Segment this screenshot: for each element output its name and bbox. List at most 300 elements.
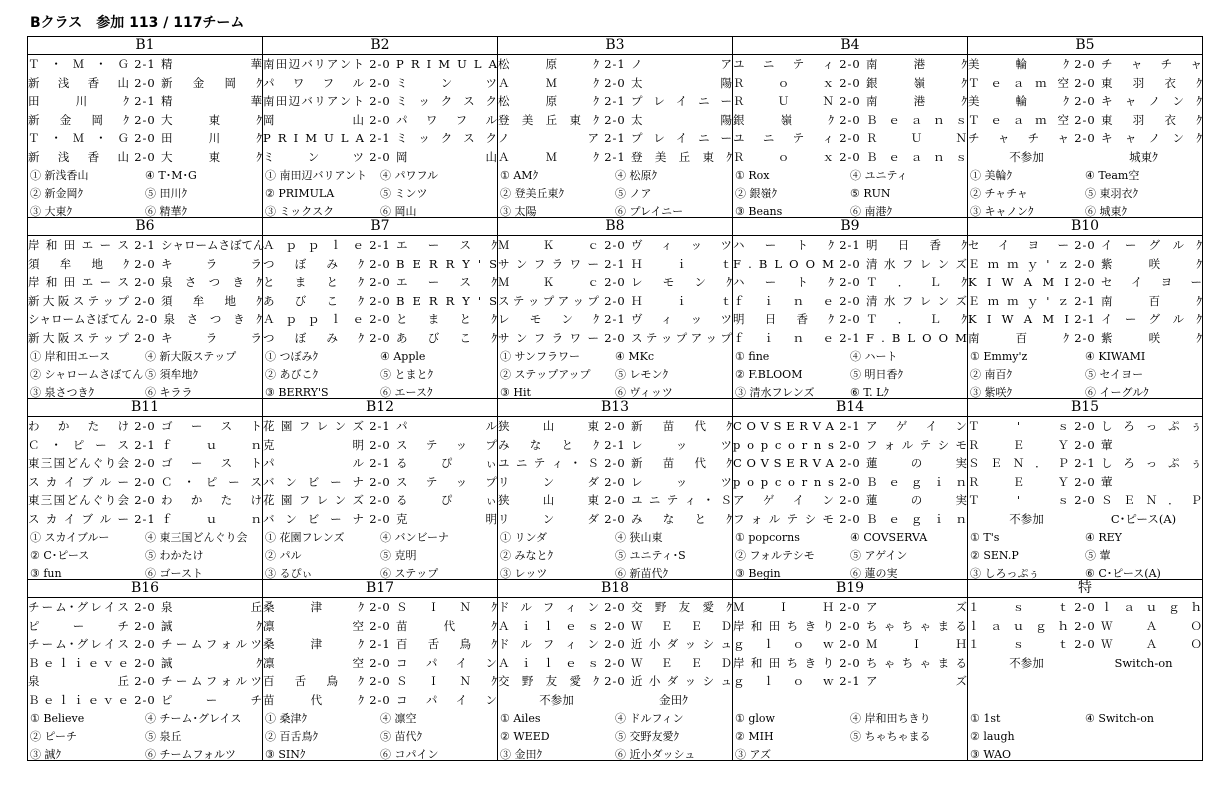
legend-item: ③ Beans	[735, 204, 783, 218]
block-cell	[263, 218, 498, 399]
legend-item: ⑤ 泉丘	[145, 729, 182, 743]
block-B9	[733, 218, 967, 398]
score: 2-0	[369, 149, 391, 164]
team-b: 清 水 フ レ ン ズ	[866, 293, 967, 308]
score: 2-1	[369, 637, 391, 652]
match-row	[28, 691, 262, 710]
team-a: リ ン ダ	[498, 511, 599, 526]
team-b: レ ッ ツ	[631, 437, 732, 452]
match-row	[733, 129, 967, 148]
team-b: Ｓ Ｅ Ｎ ． Ｐ	[1101, 493, 1202, 508]
team-a: 東 三 国 ど ん ぐ り 会	[28, 456, 129, 471]
team-b: 苗 代 ｸ	[396, 618, 497, 633]
team-a: 新 大 阪 ス テ ッ プ	[28, 330, 129, 345]
score: 2-1	[369, 456, 391, 471]
team-a: Ａ ｉ ｌ ｅ ｓ	[498, 655, 599, 670]
block-B3	[498, 37, 732, 217]
match-row	[498, 654, 732, 673]
block-cell	[263, 580, 498, 761]
legend-item: ⑤ 東羽衣ｸ	[1085, 186, 1138, 200]
legend-row	[263, 185, 497, 203]
score: 2-0	[134, 618, 156, 633]
legend-item: ③ ミックスク	[265, 204, 335, 218]
match-row	[263, 417, 497, 436]
team-a: パ ワ フ ル	[263, 75, 364, 90]
team-b: 近 小 ダ ッ シ ュ	[631, 637, 732, 652]
block-title: B4	[733, 37, 967, 55]
score: 2-0	[604, 275, 626, 290]
legend-item: ③ Begin	[735, 566, 781, 580]
team-a: チ ー ム ･ グ レ イ ス	[28, 637, 129, 652]
team-a: ノ ア	[498, 131, 599, 146]
team-b: わ か た け	[161, 493, 262, 508]
match-row	[498, 436, 732, 455]
match-row	[968, 55, 1202, 74]
team-a: リ ン ダ	[498, 474, 599, 489]
team-a: Ｒ Ｅ Ｙ	[968, 474, 1069, 489]
legend-row	[263, 348, 497, 366]
match-row	[28, 255, 262, 274]
legend-row	[263, 366, 497, 384]
match-row	[968, 236, 1202, 255]
match-row	[263, 55, 497, 74]
team-a: バ ン ビ ー ナ	[263, 474, 364, 489]
score: 2-0	[134, 330, 156, 345]
team-b: 南 百 ｸ	[1101, 293, 1202, 308]
score: 2-1	[604, 94, 626, 109]
legend-row	[263, 167, 497, 185]
block-B18	[498, 580, 732, 760]
match-row	[498, 129, 732, 148]
legend-item: ⑥ ヴィッツ	[615, 385, 673, 399]
team-b: レ ッ ツ	[631, 474, 732, 489]
legend-item: ⑥ T. Lｸ	[850, 385, 889, 399]
legend-item: ⑥ 南港ｸ	[850, 204, 892, 218]
legend-item: ③ 泉さつきｸ	[30, 385, 94, 399]
match-row	[498, 111, 732, 130]
match-row	[28, 436, 262, 455]
legend-row	[498, 167, 732, 185]
score: 2-1	[604, 131, 626, 146]
score: 2-0	[839, 437, 861, 452]
legend-item: ② laugh	[970, 729, 1015, 743]
legend-row	[968, 185, 1202, 203]
absent-text: C･ピース(A)	[1110, 511, 1177, 526]
score: 2-0	[134, 149, 156, 164]
team-b: 誠 ｸ	[161, 618, 262, 633]
team-b: Ｗ Ｅ Ｅ Ｄ	[631, 618, 732, 633]
block-title: B17	[263, 580, 497, 598]
block-B8	[498, 218, 732, 398]
match-row	[968, 111, 1202, 130]
team-b: 誠 ｸ	[161, 655, 262, 670]
legend-item: ⑥ ステップ	[380, 566, 439, 580]
block-cell	[733, 580, 968, 761]
team-a: Ａ Ｍ ｸ	[498, 149, 599, 164]
team-a: ア ゲ イ ン	[733, 493, 834, 508]
team-b: み な と ｸ	[631, 511, 732, 526]
legend-item: ③ 金田ｸ	[500, 747, 542, 761]
block-cell	[498, 399, 733, 580]
team-a: 美 輪 ｸ	[968, 57, 1069, 71]
legend-row	[498, 728, 732, 746]
legend-item: ④ バンビーナ	[380, 530, 450, 544]
team-a: Ｔ ｅ ａ ｍ 空	[968, 112, 1069, 127]
block-title: B3	[498, 37, 732, 55]
match-row	[498, 148, 732, 167]
team-b: パ ワ フ ル	[396, 112, 497, 127]
team-b: 東 羽 衣 ｸ	[1101, 112, 1202, 127]
legend-item: ③ キャノンｸ	[970, 204, 1034, 218]
score: 2-0	[369, 493, 391, 508]
match-row	[28, 635, 262, 654]
legend-item: ⑥ 精華ｸ	[145, 204, 187, 218]
legend-item: ③ 太陽	[500, 204, 537, 218]
score: 2-0	[1074, 75, 1096, 90]
team-b: Ｃ ・ ピ ー ス	[161, 474, 262, 489]
team-b: P R I M U L A	[396, 57, 497, 71]
team-b: 田 川 ｸ	[161, 131, 262, 146]
team-b: 克 明	[396, 511, 497, 526]
block-cell	[733, 399, 968, 580]
score: 2-0	[1074, 637, 1096, 652]
match-row	[968, 292, 1202, 311]
team-b: 南 港 ｸ	[866, 57, 967, 71]
team-b: B E R R Y ' S	[396, 293, 497, 308]
legend-item: ② みなとｸ	[500, 548, 553, 562]
match-row	[733, 255, 967, 274]
team-b: し ろ っ ぷ ぅ	[1101, 456, 1202, 471]
match-row	[263, 273, 497, 292]
match-row	[263, 111, 497, 130]
legend-item: ① 桑津ｸ	[265, 711, 307, 725]
legend-item: ④ ハート	[850, 349, 898, 363]
match-row	[498, 635, 732, 654]
team-a: Ｅ ｍ ｍ ｙ ' ｚ	[968, 256, 1069, 271]
legend-item: ② SEN.P	[970, 548, 1019, 562]
legend-item: ② ピーチ	[30, 729, 78, 743]
match-row	[733, 436, 967, 455]
match-row	[968, 473, 1202, 492]
score: 2-0	[839, 275, 861, 290]
team-b: ス テ ッ プ	[396, 437, 497, 452]
match-row	[968, 454, 1202, 473]
match-row	[733, 111, 967, 130]
match-row	[263, 329, 497, 348]
score: 2-0	[369, 293, 391, 308]
team-b: 精 華	[161, 57, 262, 71]
block-cell	[28, 399, 263, 580]
score: 2-0	[839, 637, 861, 652]
team-b: 須 牟 地 ｸ	[161, 293, 262, 308]
legend-item: ① 美輪ｸ	[970, 168, 1012, 182]
team-b: ア ズ	[866, 600, 967, 614]
team-a: Ｔ ・ Ｍ ・ Ｇ	[28, 57, 129, 71]
score: 2-1	[604, 256, 626, 271]
legend-item: ⑥ 蓮の実	[850, 566, 898, 580]
score: 2-0	[1074, 419, 1096, 433]
team-a: Ｔ ・ Ｍ ・ Ｇ	[28, 131, 129, 146]
match-row	[28, 292, 262, 311]
legend-item	[850, 746, 965, 764]
legend-item: ⑥ エースｸ	[380, 385, 433, 399]
block-B5	[968, 37, 1202, 217]
match-row	[263, 292, 497, 311]
legend-item: ④ Switch-on	[1085, 711, 1154, 725]
score: 2-0	[369, 655, 391, 670]
block-title: B10	[968, 218, 1202, 236]
team-b: 岡 山	[396, 149, 497, 164]
block-B14	[733, 399, 967, 579]
match-row	[263, 236, 497, 255]
match-row	[733, 473, 967, 492]
team-a: ド ル フ ィ ン	[498, 637, 599, 652]
match-row	[263, 255, 497, 274]
block-B12	[263, 399, 497, 579]
legend-row	[263, 547, 497, 565]
team-a: ス カ イ ブ ル ー	[28, 474, 129, 489]
match-row	[28, 92, 262, 111]
absent-text: 城東ｸ	[1129, 149, 1158, 164]
match-row	[968, 74, 1202, 93]
match-row	[498, 92, 732, 111]
match-row	[498, 598, 732, 617]
block-cell	[968, 37, 1203, 218]
team-b: る ぴ ぃ	[396, 493, 497, 508]
legend-item: ⑤ わかたけ	[145, 548, 204, 562]
legend-row	[28, 547, 262, 565]
team-a: 岸 和 田 エ ー ス	[28, 238, 129, 252]
block-cell	[733, 37, 968, 218]
block-特	[968, 580, 1202, 760]
match-row	[498, 454, 732, 473]
legend-row	[28, 746, 262, 764]
block-cell	[968, 218, 1203, 399]
match-row	[28, 454, 262, 473]
team-b: Ｓ Ｉ Ｎ ｸ	[396, 674, 497, 689]
team-b: レ モ ン ｸ	[631, 275, 732, 290]
team-a: ス カ イ ブ ル ー	[28, 511, 129, 526]
score: 2-0	[604, 511, 626, 526]
team-a: と ま と ｸ	[263, 275, 364, 290]
match-row	[968, 598, 1202, 617]
team-a: 苗 代 ｸ	[263, 692, 364, 707]
score: 2-0	[134, 674, 156, 689]
legend-row	[968, 728, 1202, 746]
team-b: ミ ン ツ	[396, 75, 497, 90]
legend-item: ⑤ RUN	[850, 186, 891, 200]
absent-row	[968, 148, 1202, 167]
legend-item: ④ Apple	[380, 349, 426, 363]
match-row	[28, 129, 262, 148]
score: 2-0	[604, 419, 626, 433]
match-row	[263, 92, 497, 111]
team-a: 岸 和 田 ち き り	[733, 618, 834, 633]
team-a: Ｒ ｏ ｘ	[733, 75, 834, 90]
match-row	[968, 129, 1202, 148]
match-row	[263, 635, 497, 654]
team-a: 新 浅 香 山	[28, 75, 129, 90]
team-a: バ ン ビ ー ナ	[263, 511, 364, 526]
bracket-table	[27, 36, 1203, 761]
team-b: ス テ ッ プ ア ッ プ	[631, 330, 732, 345]
match-row	[498, 310, 732, 329]
legend-item: ⑥ キララ	[145, 385, 193, 399]
score: 2-0	[1074, 112, 1096, 127]
team-b: ち ゃ ち ゃ ま る	[866, 618, 967, 633]
legend-row	[968, 366, 1202, 384]
score: 2-0	[1074, 131, 1096, 146]
team-b: と ま と ｸ	[396, 312, 497, 327]
score: 2-0	[369, 275, 391, 290]
score: 2-0	[134, 655, 156, 670]
score: 2-0	[839, 131, 861, 146]
page-title: Bクラス 参加 113 / 117チーム	[30, 15, 245, 31]
team-a: C O V S E R V A	[733, 456, 834, 471]
match-row	[263, 310, 497, 329]
legend-item: ⑤ 交野友愛ｸ	[615, 729, 679, 743]
score: 2-0	[839, 312, 861, 327]
team-b: 南 港 ｸ	[866, 94, 967, 109]
legend-item: ② ステップアップ	[500, 367, 591, 381]
block-B17	[263, 580, 497, 760]
score: 2-0	[369, 112, 391, 127]
team-a: 岸 和 田 エ ー ス	[28, 275, 129, 290]
team-a: ミ ン ツ	[263, 149, 364, 164]
match-row	[733, 310, 967, 329]
score: 2-0	[134, 456, 156, 471]
match-row	[733, 92, 967, 111]
legend-item: ⑥ イーグルｸ	[1085, 385, 1149, 399]
score: 2-0	[369, 618, 391, 633]
score: 2-1	[604, 149, 626, 164]
score: 2-0	[839, 57, 861, 71]
block-title: B14	[733, 399, 967, 417]
team-a: 狭 山 東	[498, 493, 599, 508]
team-b: チ ー ム フ ォ ル ツ	[161, 637, 262, 652]
block-title: B16	[28, 580, 262, 598]
score: 2-1	[1074, 312, 1096, 327]
legend-item: ③ fun	[30, 566, 62, 580]
match-row	[498, 273, 732, 292]
legend-row	[263, 529, 497, 547]
team-a: 南 田 辺 バ リ ア ン ト	[263, 57, 364, 71]
match-row	[733, 598, 967, 617]
match-row	[733, 617, 967, 636]
empty-row	[733, 691, 967, 710]
block-cell	[263, 399, 498, 580]
legend-item: ② 南百ｸ	[970, 367, 1012, 381]
legend-row	[733, 547, 967, 565]
team-a: 桑 津 ｸ	[263, 637, 364, 652]
match-row	[263, 598, 497, 617]
score: 2-1	[604, 312, 626, 327]
team-b: キ ャ ノ ン ｸ	[1101, 94, 1202, 109]
legend-item: ⑥ チームフォルツ	[145, 747, 236, 761]
absent-text: 不参加	[1009, 511, 1044, 526]
legend-item: ④ COVSERVA	[850, 530, 928, 544]
legend-row	[498, 185, 732, 203]
legend-item: ⑤ 須牟地ｸ	[145, 367, 198, 381]
score: 2-0	[369, 600, 391, 614]
match-row	[263, 672, 497, 691]
legend-item: ④ 凛空	[380, 711, 417, 725]
team-b: 蓮 の 実	[866, 456, 967, 471]
team-b: プ レ イ ニ ー	[631, 131, 732, 146]
team-b: ｆ ｕ ｎ	[161, 437, 262, 452]
score: 2-0	[134, 474, 156, 489]
match-row	[28, 273, 262, 292]
legend-row	[733, 746, 967, 764]
match-row	[733, 454, 967, 473]
team-b: 葷	[1101, 474, 1113, 489]
empty-row	[968, 691, 1202, 710]
score: 2-0	[369, 57, 391, 71]
team-b: イ ー グ ル ｸ	[1101, 312, 1202, 327]
legend-item: ⑥ コパイン	[380, 747, 439, 761]
score: 2-1	[134, 511, 156, 526]
team-b: Ｗ Ａ Ｏ	[1101, 637, 1202, 652]
legend-item: ① Ailes	[500, 711, 541, 725]
team-a: 銀 嶺 ｸ	[733, 112, 834, 127]
legend-row	[263, 746, 497, 764]
score: 2-1	[134, 238, 156, 252]
team-b: 東 羽 衣 ｸ	[1101, 75, 1202, 90]
legend-item: ③ BERRY'S	[265, 385, 329, 399]
empty-row	[968, 672, 1202, 691]
team-a: Ｅ ｍ ｍ ｙ ' ｚ	[968, 293, 1069, 308]
legend-item: ⑤ セイヨー	[1085, 367, 1144, 381]
legend-item: ② 登美丘東ｸ	[500, 186, 564, 200]
legend-item: ② パル	[265, 548, 302, 562]
score: 2-0	[134, 293, 156, 308]
score: 2-1	[134, 57, 156, 71]
match-row	[263, 473, 497, 492]
team-a: チ ャ チ ャ	[968, 131, 1069, 146]
team-b: 銀 嶺 ｸ	[866, 75, 967, 90]
team-b: エ ー ス ｸ	[396, 275, 497, 290]
legend-item: ② フォルテシモ	[735, 548, 815, 562]
legend-item: ⑥ 岡山	[380, 204, 417, 218]
match-row	[28, 491, 262, 510]
block-cell	[28, 37, 263, 218]
match-row	[263, 691, 497, 710]
match-row	[733, 292, 967, 311]
team-a: ユ ニ テ ィ ・ Ｓ	[498, 456, 599, 471]
legend-item: ① glow	[735, 711, 775, 725]
legend-item: ④ MKc	[615, 349, 654, 363]
match-row	[498, 74, 732, 93]
score: 2-0	[369, 256, 391, 271]
match-row	[263, 148, 497, 167]
absent-text: 不参加	[1009, 655, 1044, 670]
team-b: る ぴ ぃ	[396, 456, 497, 471]
match-row	[28, 148, 262, 167]
team-a: ｆ ｉ ｎ ｅ	[733, 293, 834, 308]
score: 2-0	[369, 511, 391, 526]
team-a: ｌ ａ ｕ ｇ ｈ	[968, 618, 1069, 633]
team-b: し ろ っ ぷ ぅ	[1101, 419, 1202, 433]
team-b: ゴ ー ス ト	[161, 456, 262, 471]
legend-item: ⑤ アゲイン	[850, 548, 908, 562]
legend-row	[968, 348, 1202, 366]
legend-item: ② 百舌鳥ｸ	[265, 729, 318, 743]
score: 2-1	[369, 419, 391, 433]
legend-item: ③ 紫咲ｸ	[970, 385, 1012, 399]
legend-item: ① popcorns	[735, 530, 800, 544]
block-cell	[28, 580, 263, 761]
team-b: Ｂ ｅ ｇ ｉ ｎ	[866, 474, 967, 489]
